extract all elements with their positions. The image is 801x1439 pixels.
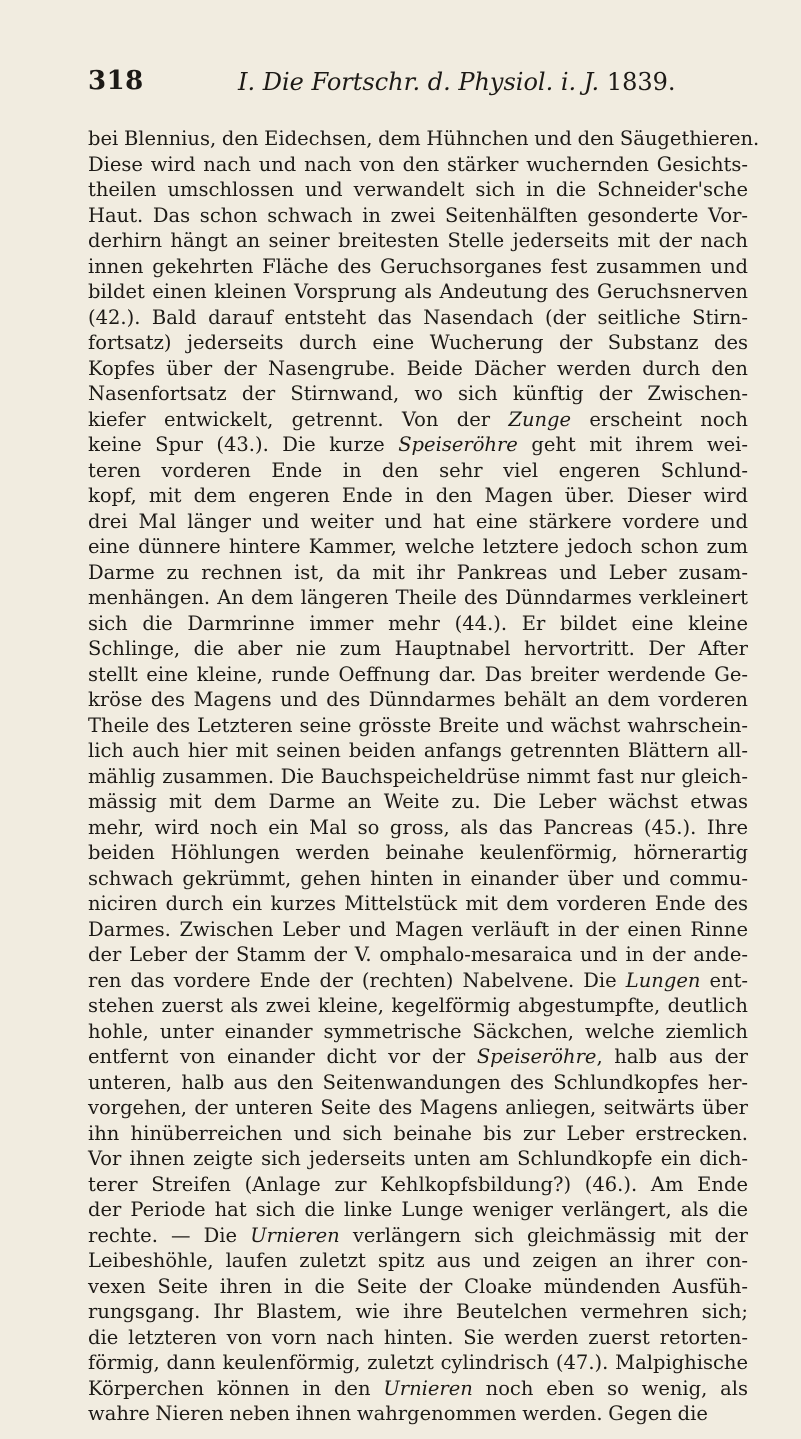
text-line: (42.). Bald darauf entsteht das Nasendach (der seitliche Stirn-	[88, 305, 748, 329]
body-text	[88, 126, 760, 1427]
text-line: unteren, halb aus den Seitenwandungen des Schlundkopfes her-	[88, 1070, 748, 1094]
text-line: drei Mal länger und weiter und hat eine stärkere vordere und	[88, 509, 748, 533]
text-line: stellt eine kleine, runde Oeffnung dar. Das breiter werdende Ge-	[88, 662, 748, 686]
text-line: schwach gekrümmt, gehen hinten in einander über und commu-	[88, 866, 748, 890]
text-line: niciren durch ein kurzes Mittelstück mit dem vorderen Ende des	[88, 892, 748, 915]
text-line: Haut. Das schon schwach in zwei Seitenhälften gesonderte Vor-	[88, 203, 748, 227]
text-line: eine dünnere hintere Kammer, welche letztere jedoch schon zum	[88, 535, 748, 558]
text-line: Nasenfortsatz der Stirnwand, wo sich künftig der Zwischen-	[88, 382, 748, 405]
text-line: die letzteren von vorn nach hinten. Sie werden zuerst retorten-	[88, 1325, 748, 1349]
text-line: kröse des Magens und des Dünndarmes behält an dem vorderen	[88, 688, 748, 711]
page-number: 318	[88, 66, 144, 96]
text-line: förmig, dann keulenförmig, zuletzt cylindrisch (47.). Malpighische	[88, 1351, 748, 1374]
text-line: der Periode hat sich die linke Lunge weniger verlängert, als die	[88, 1198, 748, 1221]
text-line: theilen umschlossen und verwandelt sich in die Schneider'sche	[88, 178, 748, 201]
text-line: kiefer entwickelt, getrennt. Von der Zunge erscheint noch	[88, 407, 748, 431]
text-line: teren vorderen Ende in den sehr viel engeren Schlund-	[88, 458, 748, 482]
text-line: menhängen. An dem längeren Theile des Dünndarmes verkleinert	[88, 586, 748, 609]
text-line: Vor ihnen zeigte sich jederseits unten am Schlundkopfe ein dich-	[88, 1147, 748, 1170]
text-line: Leibeshöhle, laufen zuletzt spitz aus und zeigen an ihrer con-	[88, 1249, 748, 1272]
text-line: der Leber der Stamm der V. omphalo-mesaraica und in der ande-	[88, 943, 748, 966]
text-line: Schlinge, die aber nie zum Hauptnabel hervortritt. Der After	[88, 637, 748, 660]
text-line: derhirn hängt an seiner breitesten Stelle jederseits mit der nach	[88, 229, 748, 252]
text-line: mehr, wird noch ein Mal so gross, als das Pancreas (45.). Ihre	[88, 815, 748, 839]
text-line: sich die Darmrinne immer mehr (44.). Er bildet eine kleine	[88, 611, 748, 635]
text-line: mässig mit dem Darme an Weite zu. Die Leber wächst etwas	[88, 790, 748, 813]
text-line: hohle, unter einander symmetrische Säckchen, welche ziemlich	[88, 1019, 748, 1043]
text-line: Kopfes über der Nasengrube. Beide Dächer werden durch den	[88, 356, 748, 380]
page-header	[88, 66, 748, 106]
text-line: mählig zusammen. Die Bauchspeicheldrüse nimmt fast nur gleich-	[88, 764, 748, 788]
text-line: rechte. — Die Urnieren verlängern sich gleichmässig mit der	[88, 1223, 748, 1247]
text-line: lich auch hier mit seinen beiden anfangs getrennten Blättern all-	[88, 739, 748, 762]
text-line: Körperchen können in den Urnieren noch eben so wenig, als	[88, 1376, 748, 1400]
running-title	[238, 68, 676, 96]
running-title-text: I. Die Fortschr. d. Physiol. i. J.	[238, 68, 600, 96]
text-line: bildet einen kleinen Vorsprung als Andeutung des Geruchsnerven	[88, 280, 748, 303]
text-line: entfernt von einander dicht vor der Speiseröhre, halb aus der	[88, 1045, 748, 1068]
text-line: keine Spur (43.). Die kurze Speiseröhre geht mit ihrem wei-	[88, 433, 748, 456]
text-line: rungsgang. Ihr Blastem, wie ihre Beutelchen vermehren sich;	[88, 1300, 748, 1323]
text-line: ren das vordere Ende der (rechten) Nabelvene. Die Lungen ent-	[88, 968, 748, 992]
text-line: wahre Nieren neben ihnen wahrgenommen werden. Gegen die	[88, 1402, 708, 1425]
text-line: bei Blennius, den Eidechsen, dem Hühnchen und den Säugethieren.	[88, 127, 760, 150]
text-line: Darme zu rechnen ist, da mit ihr Pankreas und Leber zusam-	[88, 560, 748, 584]
text-line: kopf, mit dem engeren Ende in den Magen über. Dieser wird	[88, 484, 748, 507]
text-line: stehen zuerst als zwei kleine, kegelförmig abgestumpfte, deutlich	[88, 994, 748, 1017]
text-line: fortsatz) jederseits durch eine Wucherung der Substanz des	[88, 331, 748, 354]
text-line: ihn hinüberreichen und sich beinahe bis zur Leber erstrecken.	[88, 1121, 748, 1145]
text-line: vexen Seite ihren in die Seite der Cloake mündenden Ausfüh-	[88, 1274, 748, 1298]
text-line: Darmes. Zwischen Leber und Magen verläuft in der einen Rinne	[88, 917, 748, 941]
running-title-year: 1839.	[606, 68, 676, 96]
text-line: vorgehen, der unteren Seite des Magens anliegen, seitwärts über	[88, 1096, 748, 1119]
text-line: terer Streifen (Anlage zur Kehlkopfsbildung?) (46.). Am Ende	[88, 1172, 748, 1196]
text-line: beiden Höhlungen werden beinahe keulenförmig, hörnerartig	[88, 841, 748, 864]
text-line: innen gekehrten Fläche des Geruchsorganes fest zusammen und	[88, 254, 748, 278]
text-line: Diese wird nach und nach von den stärker wuchernden Gesichts-	[88, 152, 748, 176]
text-line: Theile des Letzteren seine grösste Breite und wächst wahrschein-	[88, 713, 748, 737]
